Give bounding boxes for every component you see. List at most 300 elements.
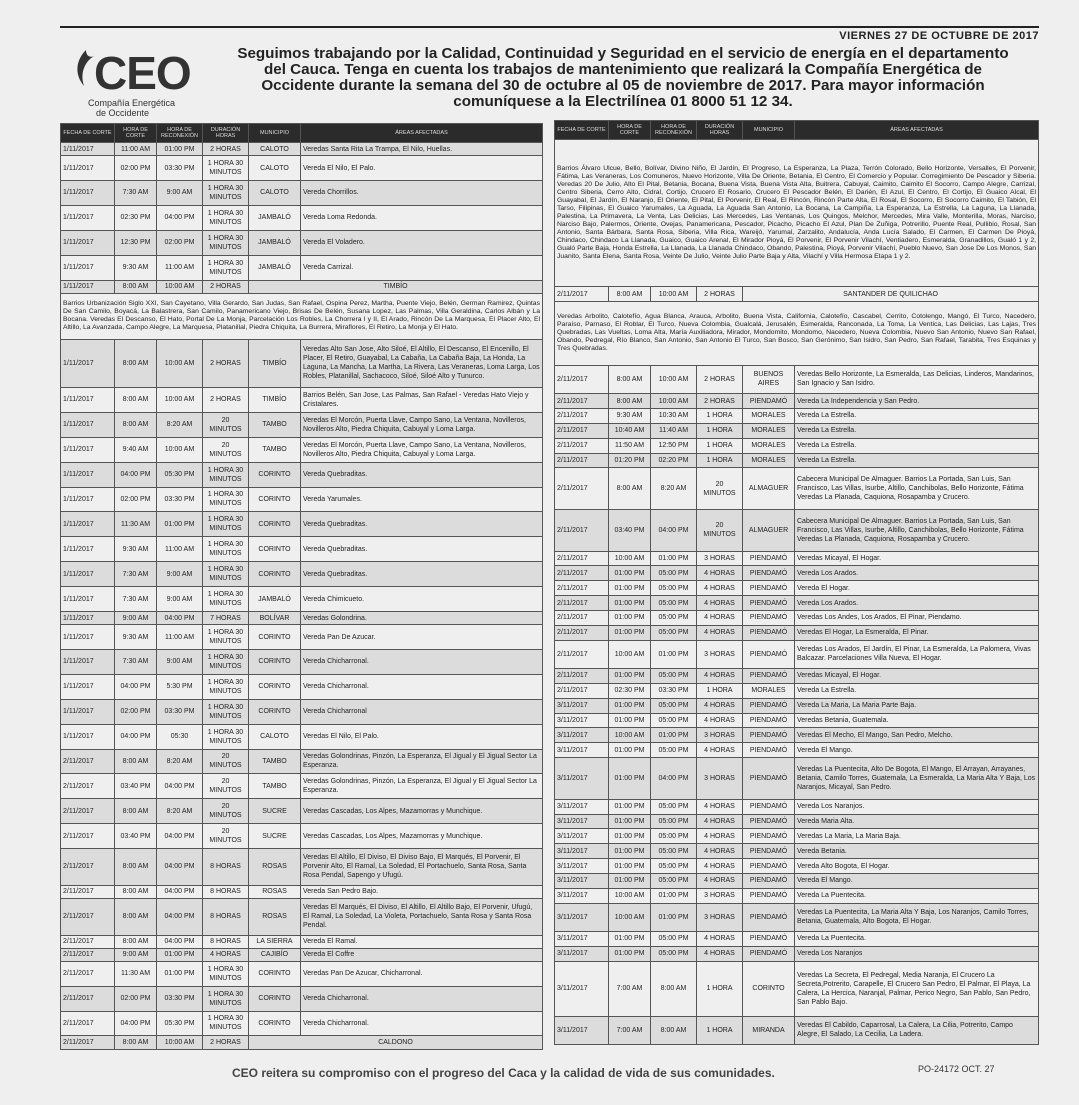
municipality-cell: CORINTO [249, 961, 301, 986]
affected-areas-cell: Vereda El Mango. [795, 874, 1039, 889]
cut-date-cell: 2/11/2017 [555, 468, 609, 510]
affected-areas-cell: Vereda Los Arados. [795, 596, 1039, 611]
cut-date-cell: 3/11/2017 [555, 859, 609, 874]
duration-cell: 4 HORAS [697, 859, 743, 874]
affected-areas-cell: Vereda Yarumales. [301, 487, 543, 512]
municipality-cell: CORINTO [249, 674, 301, 699]
column-header: FECHA DE CORTE [555, 121, 609, 140]
affected-areas-cell: Vereda Los Arados. [795, 566, 1039, 581]
table-row [61, 293, 543, 339]
reconnect-time-cell: 05:00 PM [651, 799, 697, 814]
affected-areas-cell: Vereda Los Naranjos. [795, 799, 1039, 814]
table-row [61, 824, 543, 849]
table-row [61, 625, 543, 650]
affected-areas-cell: Veredas Bello Horizonte, La Esmeralda, Las Delicias, Linderos, Mandarinos, San Ignacio y San Isidro. [795, 365, 1039, 393]
table-row [555, 799, 1039, 814]
reconnect-time-cell: 01:00 PM [157, 512, 203, 537]
cut-time-cell: 02:00 PM [115, 986, 157, 1011]
cut-time-cell: 03:40 PM [115, 824, 157, 849]
duration-cell: 2 HORAS [697, 287, 743, 302]
cut-time-cell: 01:00 PM [609, 829, 651, 844]
reconnect-time-cell: 05:30 PM [157, 1011, 203, 1036]
cut-time-cell: 01:00 PM [609, 611, 651, 626]
cut-time-cell: 7:00 AM [609, 961, 651, 1016]
cut-time-cell: 01:00 PM [609, 844, 651, 859]
reconnect-time-cell: 01:00 PM [651, 888, 697, 903]
municipality-cell: SUCRE [249, 799, 301, 824]
duration-cell: 7 HORAS [203, 612, 249, 625]
table-row [61, 935, 543, 948]
municipality-cell: PIENDAMÓ [743, 625, 795, 640]
footer-slogan: CEO reitera su compromiso con el progreso del Caca y la calidad de vida de sus comunidades. [232, 1066, 775, 1080]
table-row [61, 674, 543, 699]
table-row [61, 724, 543, 749]
municipality-cell: PIENDAMÓ [743, 814, 795, 829]
cut-date-cell: 2/11/2017 [555, 408, 609, 423]
table-row [61, 562, 543, 587]
cut-date-cell: 1/11/2017 [61, 412, 115, 437]
municipality-cell: MORALES [743, 408, 795, 423]
cut-date-cell: 2/11/2017 [555, 596, 609, 611]
top-rule [60, 26, 1039, 28]
duration-cell: 2 HORAS [203, 387, 249, 412]
reconnect-time-cell: 03:30 PM [157, 156, 203, 181]
reconnect-time-cell: 05:00 PM [651, 931, 697, 946]
column-header: ÁREAS AFECTADAS [795, 121, 1039, 140]
cut-date-cell: 3/11/2017 [555, 888, 609, 903]
reconnect-time-cell: 11:40 AM [651, 423, 697, 438]
cut-time-cell: 11:50 AM [609, 438, 651, 453]
table-row [555, 581, 1039, 596]
table-row [61, 280, 543, 293]
affected-areas-cell: Vereda Pan De Azucar. [301, 625, 543, 650]
duration-cell: 1 HORA 30 MINUTOS [203, 180, 249, 205]
cut-time-cell: 10:40 AM [609, 423, 651, 438]
cut-time-cell: 8:00 AM [609, 468, 651, 510]
duration-cell: 20 MINUTOS [697, 509, 743, 551]
affected-areas-cell: Veredas Golondrinas, Pinzón, La Esperanza, El Jigual y El Jigual Sector La Esperanza. [301, 774, 543, 799]
cut-date-cell: 3/11/2017 [555, 903, 609, 931]
cut-time-cell: 10:00 AM [609, 728, 651, 743]
table-row [61, 339, 543, 387]
table-row [61, 180, 543, 205]
municipality-cell: CORINTO [743, 961, 795, 1016]
duration-cell: 1 HORA 30 MINUTOS [203, 649, 249, 674]
cut-date-cell: 2/11/2017 [555, 509, 609, 551]
cut-time-cell: 01:00 PM [609, 814, 651, 829]
cut-time-cell: 02:00 PM [115, 487, 157, 512]
municipality-cell: PIENDAMÓ [743, 888, 795, 903]
cut-time-cell: 01:00 PM [609, 874, 651, 889]
municipality-cell: TAMBO [249, 749, 301, 774]
municipality-cell: JAMBALÓ [249, 205, 301, 230]
reconnect-time-cell: 04:00 PM [651, 758, 697, 800]
cut-time-cell: 9:40 AM [115, 437, 157, 462]
municipality-cell: CALOTO [249, 724, 301, 749]
reconnect-time-cell: 04:00 PM [157, 935, 203, 948]
reconnect-time-cell: 10:00 AM [157, 280, 203, 293]
cut-time-cell: 10:00 AM [609, 888, 651, 903]
municipality-cell: SUCRE [249, 824, 301, 849]
cut-date-cell: 2/11/2017 [61, 749, 115, 774]
affected-areas-cell: Veredas El Mecho, El Mango, San Pedro, Melcho. [795, 728, 1039, 743]
affected-areas-cell: Vereda Chorrillos. [301, 180, 543, 205]
reconnect-time-cell: 05:00 PM [651, 814, 697, 829]
municipality-cell: PIENDAMÓ [743, 596, 795, 611]
table-row [61, 898, 543, 935]
municipality-cell: CAJIBÍO [249, 948, 301, 961]
cut-time-cell: 04:00 PM [115, 674, 157, 699]
cut-time-cell: 8:00 AM [115, 387, 157, 412]
table-row [555, 640, 1039, 668]
cut-date-cell: 3/11/2017 [555, 961, 609, 1016]
duration-cell: 2 HORAS [203, 280, 249, 293]
municipality-cell: CORINTO [249, 562, 301, 587]
municipality-cell: PIENDAMÓ [743, 743, 795, 758]
reconnect-time-cell: 05:00 PM [651, 713, 697, 728]
reconnect-time-cell: 04:00 PM [157, 824, 203, 849]
duration-cell: 4 HORAS [697, 844, 743, 859]
table-row [555, 394, 1039, 409]
table-row [61, 799, 543, 824]
affected-areas-cell: Veredas La Maria, La Maria Baja. [795, 829, 1039, 844]
duration-cell: 4 HORAS [697, 946, 743, 961]
left-schedule-table [60, 123, 543, 1050]
affected-areas-cell: Vereda El Mango. [795, 743, 1039, 758]
cut-date-cell: 2/11/2017 [555, 287, 609, 302]
reconnect-time-cell: 05:00 PM [651, 625, 697, 640]
municipality-cell: CALOTO [249, 143, 301, 156]
cut-date-cell: 2/11/2017 [61, 799, 115, 824]
table-row [555, 683, 1039, 698]
municipality-cell: PIENDAMÓ [743, 829, 795, 844]
duration-cell: 4 HORAS [697, 713, 743, 728]
ceo-logo [66, 44, 206, 118]
reconnect-time-cell: 03:30 PM [157, 487, 203, 512]
cut-time-cell: 9:30 AM [115, 625, 157, 650]
duration-cell: 20 MINUTOS [203, 774, 249, 799]
column-header: HORA DE CORTE [115, 124, 157, 143]
cut-date-cell: 2/11/2017 [61, 849, 115, 886]
cut-date-cell: 1/11/2017 [61, 462, 115, 487]
reconnect-time-cell: 10:00 AM [157, 387, 203, 412]
table-row [555, 468, 1039, 510]
reconnect-time-cell: 10:00 AM [651, 394, 697, 409]
table-row [61, 1011, 543, 1036]
affected-areas-cell: Vereda Los Naranjos [795, 946, 1039, 961]
duration-cell: 1 HORA 30 MINUTOS [203, 255, 249, 280]
duration-cell: 4 HORAS [697, 814, 743, 829]
cut-time-cell: 11:30 AM [115, 961, 157, 986]
reconnect-time-cell: 05:00 PM [651, 743, 697, 758]
cut-date-cell: 2/11/2017 [555, 551, 609, 566]
affected-areas-cell: Veredas La Puentecita, Alto De Bogota, El Mango, El Arrayan, Arrayanes, Betania, Camilo Torres, Guatemala, La Esmeralda, La Maria Alta Y Baja, Los Naranjos, Micayal, San Pedro. [795, 758, 1039, 800]
duration-cell: 4 HORAS [697, 668, 743, 683]
municipality-cell: PIENDAMÓ [743, 903, 795, 931]
cut-time-cell: 04:00 PM [115, 724, 157, 749]
reconnect-time-cell: 10:00 AM [157, 437, 203, 462]
table-row [555, 888, 1039, 903]
municipality-cell: ROSAS [249, 849, 301, 886]
duration-cell: 2 HORAS [203, 143, 249, 156]
duration-cell: 3 HORAS [697, 903, 743, 931]
duration-cell: 8 HORAS [203, 849, 249, 886]
affected-areas-cell: Veredas Betania, Guatemala. [795, 713, 1039, 728]
reconnect-time-cell: 04:00 PM [157, 774, 203, 799]
municipality-cell: TIMBÍO [249, 339, 301, 387]
cut-time-cell: 03:40 PM [115, 774, 157, 799]
cut-time-cell: 7:30 AM [115, 180, 157, 205]
cut-date-cell: 2/11/2017 [555, 438, 609, 453]
ad-code: PO-24172 OCT. 27 [918, 1064, 995, 1074]
affected-areas-cell: Vereda Loma Redonda. [301, 205, 543, 230]
reconnect-time-cell: 05:30 [157, 724, 203, 749]
reconnect-time-cell: 01:00 PM [651, 903, 697, 931]
column-header: HORA DE RECONEXIÓN [157, 124, 203, 143]
cut-date-cell: 1/11/2017 [61, 437, 115, 462]
cut-time-cell: 01:00 PM [609, 625, 651, 640]
table-row [61, 437, 543, 462]
table-row [555, 1016, 1039, 1044]
reconnect-time-cell: 10:00 AM [651, 365, 697, 393]
affected-areas-cell: Veredas Alto San Jose, Alto Siloé, El Altillo, El Descanso, El Encenillo, El Placer, El Retiro, Guayabal, La Cabaña, La Cabaña Baja, La Honda, La Laguna, La Mancha, La Martha, La Rivera, Las Veraneras, Loma Larga, Los Robles, Platanillal, Sachacoco, Siloé, Siloé Alto y Tunurco. [301, 339, 543, 387]
duration-cell: 1 HORA 30 MINUTOS [203, 537, 249, 562]
table-header-row [61, 124, 543, 143]
affected-areas-cell: Veredas Santa Rita La Trampa, El Nilo, Huellas. [301, 143, 543, 156]
table-row [555, 829, 1039, 844]
affected-areas-cell: Vereda La Estrella. [795, 453, 1039, 468]
affected-areas-cell: Veredas El Marqués, El Diviso, El Altillo, El Altillo Bajo, El Porvenir, Ufugú, El Ramal, La Soledad, La Violeta, Portachuelo, Santa Rosa y Santa Rosa Pendal. [301, 898, 543, 935]
reconnect-time-cell: 05:00 PM [651, 698, 697, 713]
municipality-cell: TAMBO [249, 412, 301, 437]
cut-date-cell: 1/11/2017 [61, 143, 115, 156]
cut-date-cell: 2/11/2017 [555, 683, 609, 698]
reconnect-time-cell: 03:30 PM [651, 683, 697, 698]
cut-date-cell: 1/11/2017 [61, 612, 115, 625]
cut-date-cell: 3/11/2017 [555, 743, 609, 758]
reconnect-time-cell: 04:00 PM [651, 509, 697, 551]
affected-areas-cell: Veredas El Cabildo, Caparrosal, La Calera, La Cilia, Potrerito, Campo Alegre, El Salado, La Cecilia, La Ladera. [795, 1016, 1039, 1044]
cut-time-cell: 8:00 AM [609, 394, 651, 409]
table-row [555, 728, 1039, 743]
cut-date-cell: 3/11/2017 [555, 946, 609, 961]
cut-time-cell: 8:00 AM [115, 799, 157, 824]
affected-areas-cell: Vereda Betania. [795, 844, 1039, 859]
cut-time-cell: 01:00 PM [609, 931, 651, 946]
cut-date-cell: 2/11/2017 [555, 581, 609, 596]
affected-areas-cell: Veredas Los Andes, Los Arados, El Pinar, Piendamo. [795, 611, 1039, 626]
cut-date-cell: 1/11/2017 [61, 230, 115, 255]
duration-cell: 20 MINUTOS [203, 799, 249, 824]
affected-areas-cell: Veredas El Morcón, Puerta Llave, Campo Sano, La Ventana, Novilleros, Novilleros Alto, Piedra Chiquita, Cabuyal y Loma Larga. [301, 437, 543, 462]
duration-cell: 3 HORAS [697, 728, 743, 743]
cut-date-cell: 1/11/2017 [61, 587, 115, 612]
cut-time-cell: 8:00 AM [115, 849, 157, 886]
reconnect-time-cell: 05:00 PM [651, 859, 697, 874]
cut-time-cell: 9:30 AM [609, 408, 651, 423]
affected-areas-cell: Vereda La Estrella. [795, 423, 1039, 438]
table-row [61, 699, 543, 724]
municipality-cell: SANTANDER DE QUILICHAO [743, 287, 1039, 302]
table-header-row [555, 121, 1039, 140]
reconnect-time-cell: 05:00 PM [651, 844, 697, 859]
municipality-cell: CALOTO [249, 156, 301, 181]
reconnect-time-cell: 10:30 AM [651, 408, 697, 423]
cut-time-cell: 8:00 AM [115, 280, 157, 293]
affected-areas-cell: Vereda El Nilo, El Palo. [301, 156, 543, 181]
duration-cell: 2 HORAS [697, 394, 743, 409]
cut-date-cell: 3/11/2017 [555, 698, 609, 713]
cut-date-cell: 1/11/2017 [61, 512, 115, 537]
cut-date-cell: 1/11/2017 [61, 387, 115, 412]
cut-date-cell: 2/11/2017 [61, 885, 115, 898]
column-header: MUNICIPIO [743, 121, 795, 140]
table-row [61, 462, 543, 487]
publication-date: VIERNES 27 DE OCTUBRE DE 2017 [839, 30, 1039, 42]
table-row [61, 961, 543, 986]
municipality-cell: PIENDAMÓ [743, 394, 795, 409]
cut-date-cell: 1/11/2017 [61, 674, 115, 699]
reconnect-time-cell: 12:50 PM [651, 438, 697, 453]
reconnect-time-cell: 5:30 PM [157, 674, 203, 699]
cut-time-cell: 10:00 AM [609, 903, 651, 931]
municipality-cell: ALMAGUER [743, 468, 795, 510]
duration-cell: 4 HORAS [697, 829, 743, 844]
duration-cell: 8 HORAS [203, 885, 249, 898]
duration-cell: 3 HORAS [697, 888, 743, 903]
affected-areas-cell: Vereda La Puentecita. [795, 931, 1039, 946]
logo-word: CEO [94, 47, 191, 99]
table-row [555, 438, 1039, 453]
duration-cell: 2 HORAS [203, 339, 249, 387]
affected-areas-cell: Vereda Alto Bogota, El Hogar. [795, 859, 1039, 874]
cut-date-cell: 2/11/2017 [61, 774, 115, 799]
cut-time-cell: 01:20 PM [609, 453, 651, 468]
table-row [61, 885, 543, 898]
cut-date-cell: 3/11/2017 [555, 931, 609, 946]
affected-areas-block: Veredas Arbolito, Calotefío, Agua Blanca, Arauca, Arbolito, Buena Vista, California, Calotefío, Cascabel, Cerrito, Cotolengo, Mangó, El Turco, Nacedero, Paraíso, Parnaso, El Roblar, El Turco, Nueva Colombia, Gualcalá, Jerusalén, Esmeralda, Ranconada, La Toma, La Ventica, Las Delicias, Las Lajas, Tres Quebradas, Las Vueltas, Loma Alta, María Auxiliadora, Mirador, Mondomito, Mondomo, Nacedero, Nueva Colombia, Nuevo San Antonio, Nuevo San Rafael, Obando, Pedregal, Río Blanco, San Antonio, San Antonio El Turco, San Bosco, San Gerónimo, San Isidro, San Pedro, San Rafael, Tarabita, Tres Esquinas y Tres Quebradas. [555, 301, 1039, 365]
table-row [61, 948, 543, 961]
cut-date-cell: 2/11/2017 [555, 668, 609, 683]
affected-areas-cell: Vereda El Coffre [301, 948, 543, 961]
table-row [61, 143, 543, 156]
duration-cell: 4 HORAS [697, 566, 743, 581]
affected-areas-cell: Veredas Los Arados, El Jardín, El Pinar, La Esmeralda, La Palomera, Vivas Balcazar. Parcelaciones Villa Nueva, El Hogar. [795, 640, 1039, 668]
cut-date-cell: 2/11/2017 [555, 625, 609, 640]
table-row [61, 849, 543, 886]
affected-areas-cell: Barrios Belén, San Jose, Las Palmas, San Rafael - Veredas Hato Viejo y Cristalares. [301, 387, 543, 412]
cut-date-cell: 3/11/2017 [555, 829, 609, 844]
cut-time-cell: 01:00 PM [609, 743, 651, 758]
duration-cell: 1 HORA [697, 423, 743, 438]
duration-cell: 1 HORA [697, 408, 743, 423]
municipality-cell: CORINTO [249, 537, 301, 562]
affected-areas-cell: Veredas El Morcón, Puerta Llave, Campo Sano, La Ventana, Novilleros, Novilleros Alto, Piedra Chiquita, Cabuyal y Loma Larga. [301, 412, 543, 437]
table-row [555, 903, 1039, 931]
cut-date-cell: 1/11/2017 [61, 724, 115, 749]
duration-cell: 1 HORA 30 MINUTOS [203, 674, 249, 699]
column-header: HORA DE CORTE [609, 121, 651, 140]
affected-areas-cell: Vereda Carrizal. [301, 255, 543, 280]
table-row [555, 946, 1039, 961]
cut-time-cell: 11:00 AM [115, 143, 157, 156]
municipality-cell: PIENDAMÓ [743, 698, 795, 713]
municipality-cell: PIENDAMÓ [743, 611, 795, 626]
duration-cell: 1 HORA [697, 1016, 743, 1044]
affected-areas-cell: Vereda Chicharronal. [301, 649, 543, 674]
duration-cell: 1 HORA 30 MINUTOS [203, 1011, 249, 1036]
reconnect-time-cell: 9:00 AM [157, 649, 203, 674]
municipality-cell: CORINTO [249, 462, 301, 487]
cut-date-cell: 2/11/2017 [555, 566, 609, 581]
municipality-cell: BUENOS AIRES [743, 365, 795, 393]
cut-time-cell: 9:30 AM [115, 537, 157, 562]
cut-time-cell: 01:00 PM [609, 596, 651, 611]
affected-areas-cell: Vereda Chicharronal [301, 699, 543, 724]
cut-date-cell: 2/11/2017 [61, 961, 115, 986]
table-row [61, 156, 543, 181]
duration-cell: 20 MINUTOS [203, 824, 249, 849]
municipality-cell: CORINTO [249, 487, 301, 512]
reconnect-time-cell: 01:00 PM [157, 961, 203, 986]
municipality-cell: TAMBO [249, 437, 301, 462]
municipality-cell: BOLÍVAR [249, 612, 301, 625]
affected-areas-cell: Veredas Micayal, El Hogar. [795, 668, 1039, 683]
table-row [555, 408, 1039, 423]
municipality-cell: TIMBÍO [249, 280, 543, 293]
cut-date-cell: 2/11/2017 [555, 423, 609, 438]
duration-cell: 1 HORA 30 MINUTOS [203, 156, 249, 181]
affected-areas-cell: Vereda La Estrella. [795, 683, 1039, 698]
table-row [61, 587, 543, 612]
duration-cell: 4 HORAS [697, 743, 743, 758]
municipality-cell: CALOTO [249, 180, 301, 205]
table-row [61, 649, 543, 674]
cut-date-cell: 2/11/2017 [555, 394, 609, 409]
table-row [555, 698, 1039, 713]
duration-cell: 2 HORAS [697, 365, 743, 393]
table-row [555, 743, 1039, 758]
affected-areas-cell: Vereda Quebraditas. [301, 462, 543, 487]
cut-time-cell: 01:00 PM [609, 668, 651, 683]
affected-areas-cell: Vereda Quebraditas. [301, 537, 543, 562]
cut-date-cell: 1/11/2017 [61, 205, 115, 230]
logo-line-2: de Occidente [96, 108, 150, 118]
table-row [555, 814, 1039, 829]
affected-areas-block: Barrios Álvaro Ulcue, Bello, Bolívar, Divino Niño, El Jardín, El Progreso, La Esperanza, La Plaza, Terrón Colorado, Bello Horizonte, Versalles, El Porvenir, Fátima, Las Veraneras, Los Comuneros, Nuevo Horizonte, Villa De Oriente, Betania, El Centro, El Comercio y Popular. Corregimiento De Pescador y Siberia. Veredas 20 De Julio, Alto El Pital, Betania, Bocana, Buena Vista, Buena Vista Alta, Buitrera, Cabuyal, Caimito, Caimito El Socorro, Campo Alegre, Carrizal, Centro Siberia, Cerro Alto, Cidral, Cortijo, Crucero El Rosario, Crucero El Pescador Belén, El Darién, El Azul, El Centro, El Cortijo, El Guaico Alcal, El Guayabal, El Jardín, El Naranjo, El Oriente, El Pital, El Porvenir, El Real, El Rincón, Rincón Parte Alta, El Rosal, El Socorro, El Socorro Caimito, El Tabión, El Tarso, Filipinas, El Guaico Yarumales, La Aguada, La Aguada San Antonio, La Bocana, La Campiña, La Esperanza, La Estrella, La Laguna, La Llanada, Palestina, La Primavera, La Venta, Las Delicias, Las Mercedes, Las Ventanas, Los Quingos, Melchor, Mercedes, Mira Valle, Monterilla, Moras, Narciso, Narciso Bajo, Palermos, Oriente, Ovejas, Panamericana, Pescador, Picacho, Picacho El Azul, Plan De Zuñiga, Potrerillo, Puente Real, Pullibio, Rosal, San Antonio, Santa Bárbara, Santa Rosa, Siberia, Villa Rica, Wareijó, Yarumal, Zarzalito, Andalucía, Anda Lucía Salado, El Carmen, El Carmen De Pioyá, Chindaco, Chindaco La Llanada, Guaico, Guaico Arenal, El Mirador Pioyá, El Porvenir, El Porvenir Vilachí, Ventiadero, Esmeralda, Granadillos, Gualó 1 y 2, Gualó Parte Baja, Honda Estrella, La Llanada, La Llanada Chindaco, Obando, Palestina, Pioyá, Porvenir Vilachí, Pueblo Nuevo, San Jose De Los Monos, San Juanito, Santa Elena, Santa Rosa, Veinte De Julio, Veinte Julio Parte Baja y Alta, Vilachí y Villa Hermosa Etapa 1 y 2. [555, 140, 1039, 287]
cut-date-cell: 3/11/2017 [555, 758, 609, 800]
affected-areas-cell: Vereda San Pedro Bajo. [301, 885, 543, 898]
reconnect-time-cell: 05:00 PM [651, 946, 697, 961]
column-header: HORA DE RECONEXIÓN [651, 121, 697, 140]
cut-time-cell: 8:00 AM [609, 365, 651, 393]
municipality-cell: PIENDAMÓ [743, 566, 795, 581]
municipality-cell: JAMBALÓ [249, 587, 301, 612]
cut-date-cell: 1/11/2017 [61, 255, 115, 280]
table-row [61, 205, 543, 230]
affected-areas-cell: Vereda Chimicueto. [301, 587, 543, 612]
table-row [61, 749, 543, 774]
table-row [555, 611, 1039, 626]
cut-time-cell: 11:30 AM [115, 512, 157, 537]
table-row [555, 961, 1039, 1016]
affected-areas-cell: Veredas El Altillo, El Diviso, El Diviso Bajo, El Marqués, El Porvenir, El Porvenir Alto, El Ramal, La Soledad, El Portachuelo, Santa Rosa, Santa Rosa Pendal, Sapengo y Ufugú. [301, 849, 543, 886]
municipality-cell: MIRANDA [743, 1016, 795, 1044]
affected-areas-cell: Vereda La Estrella. [795, 438, 1039, 453]
table-row [555, 596, 1039, 611]
column-header: DURACIÓN HORAS [203, 124, 249, 143]
municipality-cell: CORINTO [249, 699, 301, 724]
